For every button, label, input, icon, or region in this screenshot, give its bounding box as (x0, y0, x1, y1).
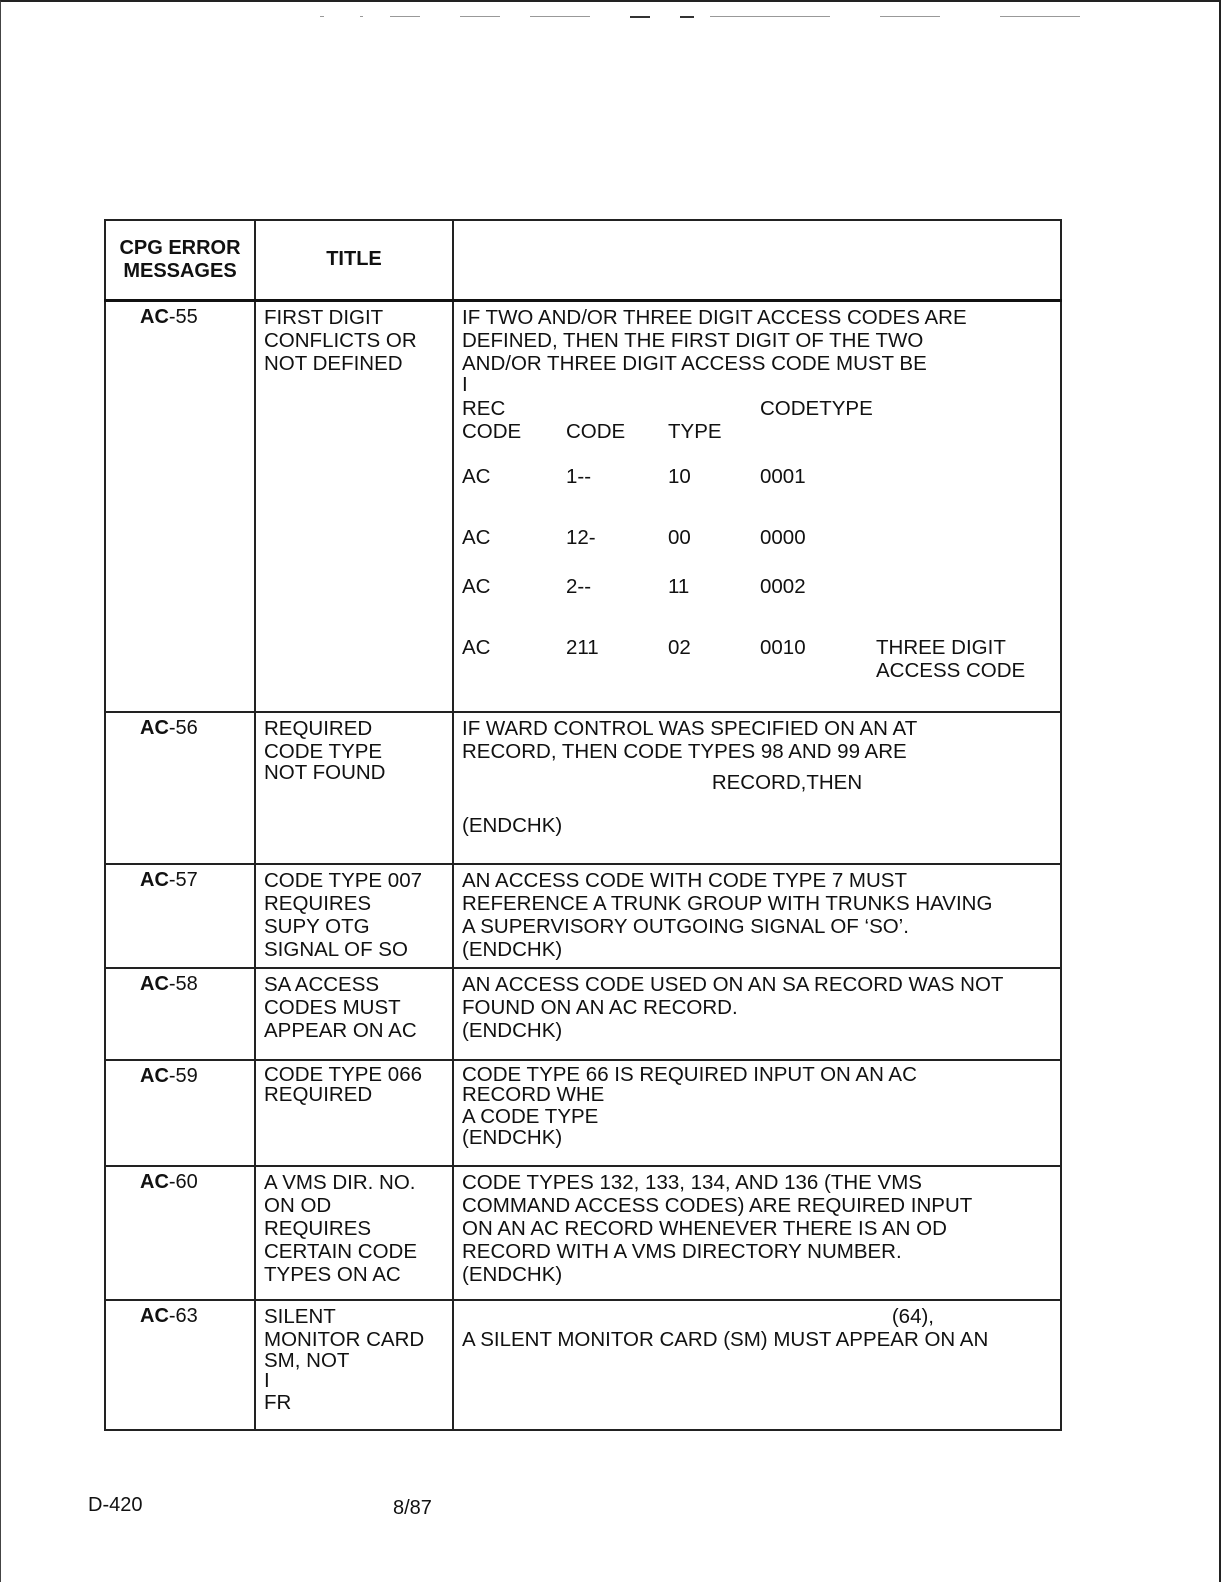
title-line: MONITOR CARD (264, 1328, 425, 1351)
description-line: RECORD WITH A VMS DIRECTORY NUMBER. (462, 1240, 902, 1263)
title-line: I (264, 1369, 270, 1392)
description-line: AN ACCESS CODE WITH CODE TYPE 7 MUST (462, 869, 907, 892)
error-description (453, 864, 1061, 968)
access-code-subtable (462, 397, 1052, 682)
error-code-prefix: AC (140, 305, 169, 328)
description-line: A SUPERVISORY OUTGOING SIGNAL OF ‘SO’. (462, 915, 909, 938)
title-line: SA ACCESS (264, 973, 380, 996)
header-description (453, 220, 1061, 300)
title-line: SIGNAL OF SO (264, 938, 408, 961)
description-line: AND/OR THREE DIGIT ACCESS CODE MUST BE (462, 351, 927, 375)
title-line: NOT FOUND (264, 761, 386, 784)
title-line: SUPY OTG (264, 915, 370, 938)
subtable-cell (876, 465, 1052, 488)
subtable-cell: 02 (668, 635, 691, 659)
error-code (105, 1060, 255, 1166)
subtable-cell: 00 (668, 525, 691, 549)
title-line: FR (264, 1391, 292, 1414)
subtable-header: CODE (462, 419, 522, 443)
subtable-header (668, 397, 760, 420)
error-code-prefix: AC (140, 1065, 169, 1087)
error-code-number: -55 (168, 305, 198, 328)
error-code (105, 712, 255, 864)
table-row (105, 864, 1061, 968)
title-line: FIRST DIGIT (264, 305, 384, 329)
subtable-cell: THREE DIGIT ACCESS CODE (876, 635, 1026, 682)
header-error-messages: CPG ERROR MESSAGES (105, 220, 255, 300)
description-line: CODE TYPE 66 IS REQUIRED INPUT ON AN AC (462, 1063, 917, 1086)
error-code (105, 968, 255, 1060)
scan-noise (300, 12, 1160, 22)
description-line: AN ACCESS CODE USED ON AN SA RECORD WAS NOT (462, 973, 1004, 996)
description-line: FOUND ON AN AC RECORD. (462, 996, 738, 1019)
document-date: 8/87 (393, 1497, 432, 1519)
title-line: CERTAIN CODE (264, 1240, 418, 1263)
subtable-header (760, 420, 876, 443)
description-line: I (462, 372, 468, 396)
error-title (255, 968, 453, 1060)
description-line: IF TWO AND/OR THREE DIGIT ACCESS CODES ARE (462, 305, 967, 329)
error-message-table (104, 219, 1062, 1431)
description-line: (ENDCHK) (462, 1263, 563, 1286)
error-code-prefix: AC (140, 869, 169, 891)
subtable-cell (876, 575, 1052, 598)
table-row (105, 712, 1061, 864)
subtable-cell: AC (462, 635, 491, 659)
error-code-prefix: AC (140, 973, 169, 995)
error-code (105, 1166, 255, 1300)
description-line: A CODE TYPE (462, 1105, 599, 1128)
table-header-row (105, 220, 1061, 300)
title-line: REQUIRED (264, 717, 373, 740)
error-description (453, 968, 1061, 1060)
error-title (255, 712, 453, 864)
title-line: REQUIRED (264, 1083, 373, 1106)
subtable-cell: 11 (668, 574, 690, 598)
subtable-cell: 0001 (760, 464, 806, 488)
error-description (453, 1300, 1061, 1430)
description-line: (ENDCHK) (462, 938, 563, 961)
error-code-prefix: AC (140, 1305, 169, 1327)
table-row (105, 968, 1061, 1060)
description-line: (ENDCHK) (462, 814, 563, 837)
subtable-header (876, 420, 1052, 443)
error-description (453, 1166, 1061, 1300)
title-line: SILENT (264, 1305, 336, 1328)
error-code-number: -56 (168, 717, 198, 739)
subtable-header: CODE (566, 419, 626, 443)
description-line: CODE TYPES 132, 133, 134, AND 136 (THE VMS (462, 1171, 922, 1194)
error-code-number: -63 (168, 1305, 198, 1327)
title-line: CODE TYPE 066 (264, 1063, 422, 1086)
error-code-number: -60 (168, 1171, 198, 1193)
title-line: REQUIRES (264, 1217, 372, 1240)
subtable-header: CODETYPE (760, 396, 873, 420)
header-title: TITLE (255, 220, 453, 300)
error-title (255, 1060, 453, 1166)
title-line: NOT DEFINED (264, 351, 403, 375)
subtable-cell: 211 (566, 635, 599, 659)
subtable-cell: 1-- (566, 464, 592, 488)
description-line: (ENDCHK) (462, 1019, 563, 1042)
title-line: ON OD (264, 1194, 332, 1217)
description-line: REFERENCE A TRUNK GROUP WITH TRUNKS HAVING (462, 892, 993, 915)
subtable-header (876, 397, 1052, 420)
subtable-header (566, 397, 668, 420)
error-code-number: -58 (168, 973, 198, 995)
subtable-cell: AC (462, 525, 491, 549)
error-title (255, 300, 453, 712)
error-title (255, 864, 453, 968)
title-line: APPEAR ON AC (264, 1019, 417, 1042)
subtable-cell: 0010 (760, 635, 806, 659)
table-row (105, 1166, 1061, 1300)
description-line: IF WARD CONTROL WAS SPECIFIED ON AN AT (462, 717, 918, 740)
subtable-cell: 0002 (760, 574, 806, 598)
title-line: TYPES ON AC (264, 1263, 401, 1286)
description-line: ON AN AC RECORD WHENEVER THERE IS AN OD (462, 1217, 947, 1240)
title-line: REQUIRES (264, 892, 372, 915)
description-line: RECORD,THEN (711, 771, 863, 794)
description-line: RECORD WHE (462, 1083, 605, 1106)
description-line: A SILENT MONITOR CARD (SM) MUST APPEAR ON AN (462, 1328, 989, 1351)
table-row (105, 1300, 1061, 1430)
error-title (255, 1166, 453, 1300)
description-line: (64), (891, 1305, 934, 1328)
subtable-cell: 10 (668, 464, 691, 488)
subtable-cell: AC (462, 464, 491, 488)
error-code (105, 1300, 255, 1430)
description-line: RECORD, THEN CODE TYPES 98 AND 99 ARE (462, 740, 907, 763)
error-description (453, 1060, 1061, 1166)
error-code-number: -59 (168, 1065, 198, 1087)
subtable-cell: AC (462, 574, 491, 598)
error-description (453, 300, 1061, 712)
title-line: A VMS DIR. NO. (264, 1171, 416, 1194)
title-line: SM, NOT (264, 1349, 350, 1372)
description-line: DEFINED, THEN THE FIRST DIGIT OF THE TWO (462, 328, 924, 352)
table-row (105, 300, 1061, 712)
table-row (105, 1060, 1061, 1166)
subtable-header: REC (462, 396, 506, 420)
subtable-header: TYPE (668, 419, 722, 443)
error-description (453, 712, 1061, 864)
error-title (255, 1300, 453, 1430)
error-code-prefix: AC (140, 1171, 169, 1193)
description-line: COMMAND ACCESS CODES) ARE REQUIRED INPUT (462, 1194, 973, 1217)
error-code (105, 864, 255, 968)
title-line: CODES MUST (264, 996, 401, 1019)
error-code-prefix: AC (140, 717, 169, 739)
error-code (105, 300, 255, 712)
subtable-cell: 12- (566, 525, 596, 549)
subtable-cell (876, 526, 1052, 549)
title-line: CONFLICTS OR (264, 328, 417, 352)
error-code-number: -57 (168, 869, 198, 891)
title-line: CODE TYPE 007 (264, 869, 422, 892)
document-id: D-420 (88, 1494, 143, 1516)
title-line: CODE TYPE (264, 740, 383, 763)
subtable-cell: 0000 (760, 525, 806, 549)
subtable-cell: 2-- (566, 574, 592, 598)
description-line: (ENDCHK) (462, 1126, 563, 1149)
